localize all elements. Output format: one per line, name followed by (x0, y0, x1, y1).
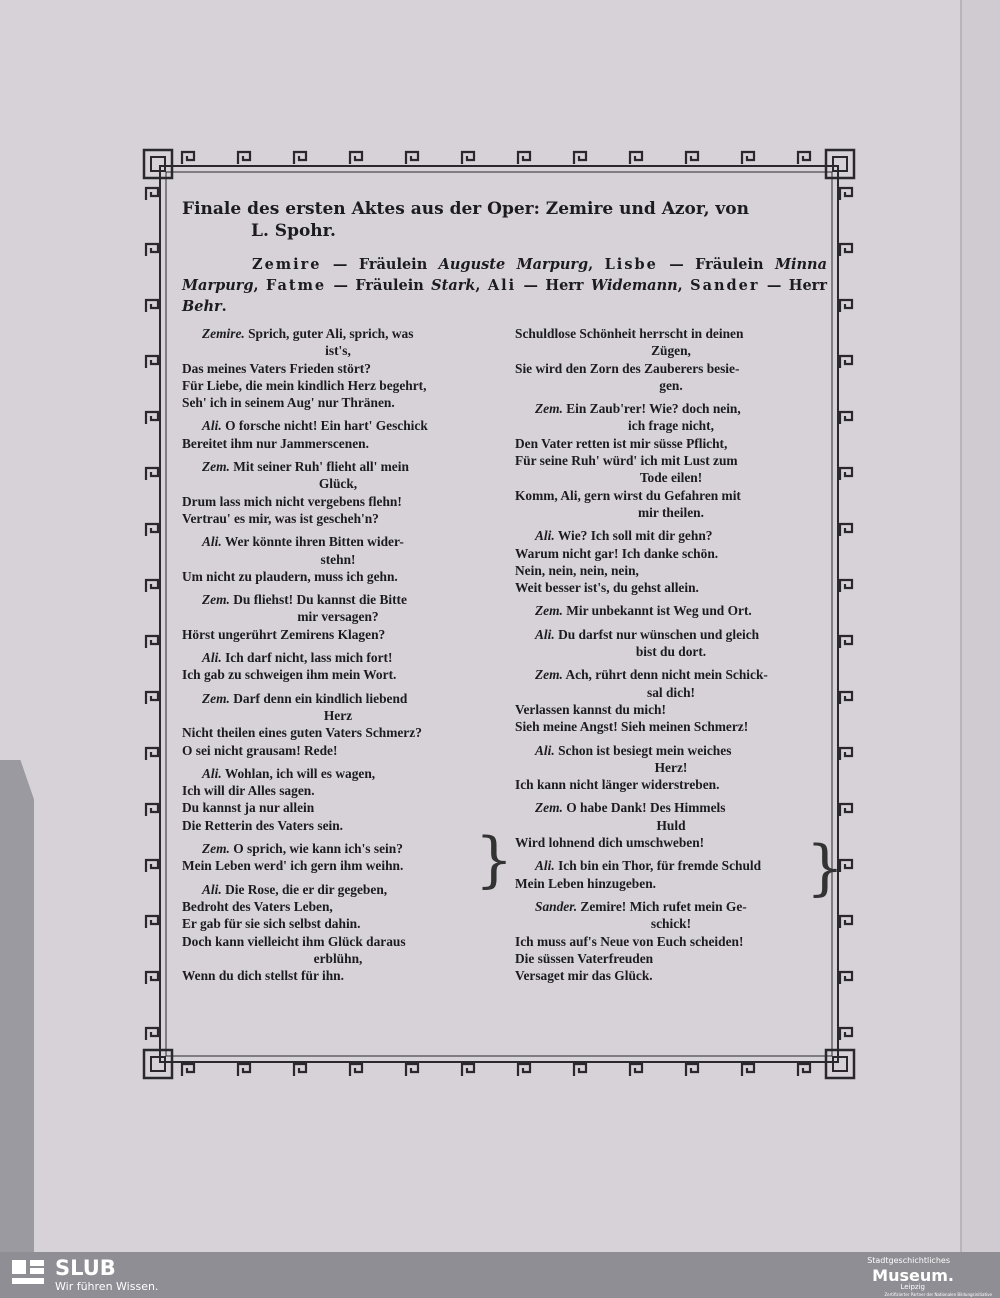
verse-line (515, 666, 827, 683)
verse-text: Mir unbekannt ist Weg und Ort. (562, 603, 752, 619)
cast-punct: , (588, 256, 605, 273)
verse-text: Mit seiner Ruh' flieht all' mein (229, 459, 409, 475)
verse-text: Mein Leben werd' ich gern ihm weihn. (182, 858, 404, 874)
speaker-name: Zem. (202, 841, 230, 857)
verse-text: Weit besser ist's, du gehst allein. (515, 580, 699, 596)
cast-list (182, 254, 827, 317)
verse-line (182, 666, 494, 683)
verse-text: schick! (650, 916, 692, 932)
cast-singer: Stark (431, 277, 476, 294)
verse-text: Um nicht zu plaudern, muss ich gehn. (182, 568, 398, 584)
verse-text: Hörst ungerührt Zemirens Klagen? (182, 626, 386, 642)
verse-text: Verlassen kannst du mich! (515, 701, 666, 717)
speaker-name: Ali. (202, 881, 222, 897)
verse-line (515, 435, 827, 452)
verse-text: Ach, rührt denn nicht mein Schick- (562, 667, 768, 683)
cast-role: Ali (487, 277, 517, 294)
verse-text: Die Retterin des Vaters sein. (182, 817, 344, 833)
museum-line-1: Stadtgeschichtliches (867, 1256, 950, 1265)
verse-text: Wer könnte ihren Bitten wider- (221, 534, 404, 550)
verse-text: Ich gab zu schweigen ihm mein Wort. (182, 667, 397, 683)
verse-text: Nein, nein, nein, nein, (515, 562, 639, 578)
verse-line (182, 608, 494, 625)
verse-line (515, 718, 827, 735)
speaker-name: Zemire. (202, 326, 245, 341)
speaker-name: Zem. (535, 401, 563, 417)
verse-line (182, 510, 494, 527)
verse-line (515, 742, 827, 759)
verse-text: Ein Zaub'rer! Wie? doch nein, (562, 401, 741, 417)
cast-punct: . (221, 298, 227, 315)
speaker-name: Zem. (202, 690, 230, 706)
verse-text: Bedroht des Vaters Leben, (182, 898, 333, 914)
left-column (182, 325, 494, 984)
cast-separator: — Herr (516, 277, 591, 294)
verse-line (515, 626, 827, 643)
slub-logo-icon (10, 1256, 48, 1294)
verse-text: Ich kann nicht länger widerstreben. (515, 777, 720, 793)
verse-text: Zügen, (651, 343, 691, 359)
torn-edge (0, 760, 34, 1252)
verse-line (515, 545, 827, 562)
verse-text: Ich darf nicht, lass mich fort! (221, 650, 393, 666)
verse-line (515, 915, 827, 932)
verse-text: bist du dort. (635, 644, 707, 660)
verse-line (515, 857, 827, 874)
verse-line (515, 360, 827, 377)
speaker-name: Ali. (202, 650, 222, 666)
verse-line (515, 967, 827, 984)
verse-line (182, 840, 494, 857)
speaker-name: Sander. (535, 898, 578, 914)
title-line-2: L. Spohr. (251, 221, 336, 241)
adjacent-sheet (962, 0, 1000, 1252)
cast-separator: — Fräulein (657, 256, 775, 273)
verse-text: Tode eilen! (639, 470, 703, 486)
verse-text: Ich bin ein Thor, für fremde Schuld (554, 858, 762, 874)
verse-text: Für seine Ruh' würd' ich mit Lust zum (515, 453, 738, 469)
verse-text: Schuldlose Schönheit herrscht in deinen (515, 326, 744, 341)
verse-line (515, 834, 827, 851)
verse-text: Drum lass mich nicht vergebens flehn! (182, 493, 402, 509)
verse-text: O forsche nicht! Ein hart' Geschick (221, 418, 428, 434)
verse-text: Versaget mir das Glück. (515, 968, 653, 984)
verse-text: ist's, (325, 343, 351, 359)
verse-line (515, 452, 827, 469)
verse-text: Mein Leben hinzugeben. (515, 875, 656, 891)
verse-text: Schon ist besiegt mein weiches (554, 742, 732, 758)
verse-text: Wenn du dich stellst für ihn. (182, 968, 344, 984)
cast-role: Fatme (265, 277, 327, 294)
cast-punct: , (475, 277, 488, 294)
verse-line (515, 562, 827, 579)
verse-text: gen. (659, 377, 683, 393)
verse-line (182, 707, 494, 724)
verse-text: Die Rose, die er dir gegeben, (221, 881, 388, 897)
brace-left-icon: } (475, 825, 514, 895)
verse-text: Doch kann vielleicht ihm Glück daraus (182, 933, 406, 949)
cast-separator: — Fräulein (326, 277, 432, 294)
verse-text: Nicht theilen eines guten Vaters Schmerz? (182, 725, 422, 741)
verse-text: mir theilen. (638, 504, 704, 520)
verse-line (182, 591, 494, 608)
verse-line (515, 759, 827, 776)
verse-line (182, 950, 494, 967)
title-line-1: Finale des ersten Aktes aus der Oper: Zemire und Azor, von (182, 199, 750, 219)
cast-separator: — Herr (759, 277, 827, 294)
verse-line (182, 435, 494, 452)
museum-city: Leipzig (900, 1283, 925, 1291)
verse-line (515, 417, 827, 434)
verse-text: Sprich, guter Ali, sprich, was (244, 326, 414, 341)
verse-line (515, 527, 827, 544)
verse-text: Wie? Ich soll mit dir gehn? (554, 528, 713, 544)
verse-text: Ich will dir Alles sagen. (182, 783, 315, 799)
speaker-name: Zem. (535, 603, 563, 619)
verse-line (515, 487, 827, 504)
verse-line (515, 342, 827, 359)
verse-line (182, 417, 494, 434)
verse-line (515, 799, 827, 816)
speaker-name: Ali. (535, 858, 555, 874)
verse-line (515, 898, 827, 915)
speaker-name: Zem. (535, 800, 563, 816)
slub-slogan: Wir führen Wissen. (55, 1280, 159, 1293)
verse-text: Du darfst nur wünschen und gleich (554, 626, 760, 642)
verse-text: Den Vater retten ist mir süsse Pflicht, (515, 435, 728, 451)
speaker-name: Ali. (202, 418, 222, 434)
verse-line (182, 360, 494, 377)
page-title (182, 198, 827, 242)
verse-text: Herz! (654, 759, 688, 775)
cast-role: Lisbe (604, 256, 658, 273)
cast-singer: Auguste Marpurg (438, 256, 589, 273)
verse-line (182, 649, 494, 666)
verse-line (182, 568, 494, 585)
verse-text: Du fliehst! Du kannst die Bitte (229, 592, 407, 608)
verse-line (182, 915, 494, 932)
verse-line (182, 475, 494, 492)
verse-text: Warum nicht gar! Ich danke schön. (515, 545, 719, 561)
speaker-name: Zem. (202, 459, 230, 475)
verse-text: Wird lohnend dich umschweben! (515, 835, 705, 851)
verse-line (515, 377, 827, 394)
verse-text: Glück, (318, 476, 358, 492)
cast-punct: , (677, 277, 691, 294)
verse-text: sal dich! (647, 684, 695, 700)
verse-text: Wohlan, ich will es wagen, (221, 765, 376, 781)
verse-line (182, 325, 494, 342)
verse-line (182, 782, 494, 799)
verse-text: Vertrau' es mir, was ist gescheh'n? (182, 510, 379, 526)
verse-line (182, 342, 494, 359)
verse-line (182, 881, 494, 898)
verse-line (515, 933, 827, 950)
verse-line (182, 458, 494, 475)
verse-line (515, 684, 827, 701)
verse-text: ich frage nicht, (628, 418, 714, 434)
brace-right-icon: } (806, 833, 845, 903)
verse-line (182, 724, 494, 741)
verse-line (182, 742, 494, 759)
verse-line (182, 857, 494, 874)
verse-line (515, 602, 827, 619)
verse-line (515, 950, 827, 967)
verse-text: Sie wird den Zorn des Zauberers besie- (515, 360, 740, 376)
verse-line (182, 799, 494, 816)
verse-line (515, 469, 827, 486)
verse-line (515, 817, 827, 834)
speaker-name: Ali. (535, 528, 555, 544)
verse-line (515, 643, 827, 660)
cast-singer: Widemann (590, 277, 678, 294)
verse-line (182, 551, 494, 568)
verse-text: Zemire! Mich rufet mein Ge- (577, 898, 747, 914)
footer-bar (0, 1252, 1000, 1298)
verse-text: Komm, Ali, gern wirst du Gefahren mit (515, 487, 741, 503)
verse-text: mir versagen? (297, 609, 379, 625)
verse-text: O habe Dank! Des Himmels (562, 800, 726, 816)
verse-line (182, 765, 494, 782)
verse-text: Herz (323, 707, 353, 723)
verse-line (182, 690, 494, 707)
verse-line (515, 875, 827, 892)
verse-line (515, 776, 827, 793)
verse-text: Ich muss auf's Neue von Euch scheiden! (515, 933, 744, 949)
verse-text: Darf denn ein kindlich liebend (229, 690, 408, 706)
verse-line (182, 626, 494, 643)
verse-line (515, 579, 827, 596)
verse-line (182, 967, 494, 984)
slub-name: SLUB (55, 1256, 116, 1280)
verse-line (515, 504, 827, 521)
museum-name: Museum. (872, 1266, 954, 1285)
museum-partner-note: Zertifizierter Partner der Nationalen Bildungsinitiative (884, 1292, 992, 1297)
verse-text: Huld (656, 817, 686, 833)
cast-punct: , (253, 277, 266, 294)
verse-text: O sei nicht grausam! Rede! (182, 742, 338, 758)
speaker-name: Ali. (535, 626, 555, 642)
speaker-name: Ali. (535, 742, 555, 758)
verse-text: Seh' ich in seinem Aug' nur Thränen. (182, 395, 395, 411)
speaker-name: Zem. (202, 592, 230, 608)
verse-text: stehn! (320, 551, 356, 567)
cast-role: Zemire (252, 256, 322, 273)
verse-line (515, 701, 827, 718)
verse-text: Bereitet ihm nur Jammerscenen. (182, 435, 369, 451)
verse-line (182, 377, 494, 394)
verse-text: O sprich, wie kann ich's sein? (229, 841, 403, 857)
speaker-name: Ali. (202, 765, 222, 781)
verse-text: Er gab für sie sich selbst dahin. (182, 916, 361, 932)
cast-role: Sander (690, 277, 760, 294)
verse-text: Das meines Vaters Frieden stört? (182, 360, 371, 376)
verse-text: Die süssen Vaterfreuden (515, 950, 654, 966)
verse-text: Du kannst ja nur allein (182, 800, 315, 816)
verse-text: Für Liebe, die mein kindlich Herz begehrt, (182, 377, 427, 393)
verse-text: erblühn, (313, 950, 363, 966)
cast-singer: Minna Marpurg (182, 256, 827, 294)
cast-singer: Behr (182, 298, 222, 315)
right-column (515, 325, 827, 984)
cast-separator: — Fräulein (321, 256, 439, 273)
verse-line (182, 933, 494, 950)
speaker-name: Zem. (535, 667, 563, 683)
verse-line (182, 533, 494, 550)
verse-line (515, 400, 827, 417)
speaker-name: Ali. (202, 534, 222, 550)
verse-line (515, 325, 827, 342)
verse-line (182, 493, 494, 510)
verse-line (182, 817, 494, 834)
verse-line (182, 394, 494, 411)
verse-line (182, 898, 494, 915)
verse-text: Sieh meine Angst! Sieh meinen Schmerz! (515, 719, 749, 735)
